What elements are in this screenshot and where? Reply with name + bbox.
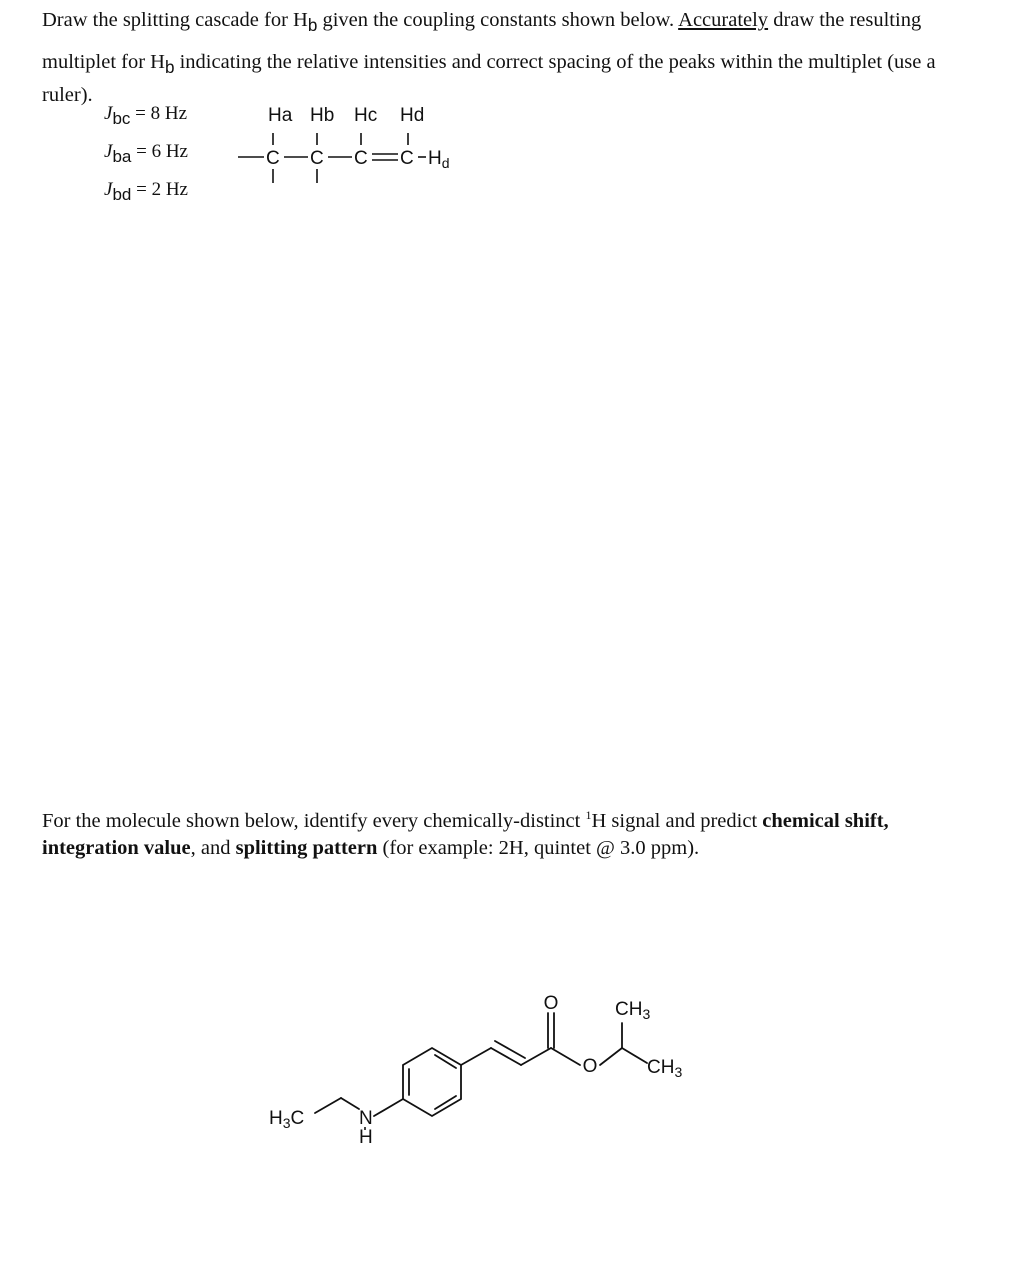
q2-text-segment: , and xyxy=(190,837,236,859)
j-subscript: bc xyxy=(112,108,131,128)
h-label-c: Hc xyxy=(354,105,378,126)
bond-carbonyl-oxygen xyxy=(551,1048,580,1065)
question-2-text xyxy=(42,808,997,862)
j-value: = 8 Hz xyxy=(130,103,188,124)
terminal-h-label: $H_d$ xyxy=(428,148,450,171)
nitrogen-label: N xyxy=(359,1108,373,1129)
j-value: = 2 Hz xyxy=(131,179,188,200)
q1-text-segment: Draw the splitting cascade for H xyxy=(42,9,308,31)
hb-subscript: b xyxy=(307,16,318,36)
hb-subscript: b xyxy=(164,58,175,78)
superscript-1: 1 xyxy=(585,808,592,822)
carbon-2: C xyxy=(310,148,324,169)
question-1-text xyxy=(42,2,997,107)
bond-alkene-carbonyl xyxy=(521,1048,551,1065)
question-2-line-1 xyxy=(42,808,997,835)
j-symbol: J xyxy=(104,103,113,124)
question-2-line-2 xyxy=(42,835,997,862)
carbon-4: C xyxy=(400,148,414,169)
bond-oxygen-isopropyl xyxy=(600,1048,622,1065)
bond-ethyl-2 xyxy=(341,1098,359,1109)
j-symbol: J xyxy=(104,141,113,162)
j-subscript: ba xyxy=(112,146,132,166)
q1-text-segment: indicating the relative intensities and correct spacing of the peaks within the multiplet (use a xyxy=(174,51,936,74)
coupling-constant-bd xyxy=(104,179,188,205)
q2-text-segment: (for example: 2H, quintet @ 3.0 ppm). xyxy=(377,837,700,859)
bold-splitting-pattern: splitting pattern xyxy=(235,837,378,859)
j-subscript: bd xyxy=(112,184,132,204)
bold-integration-value: integration value xyxy=(42,837,191,859)
coupling-constant-ba xyxy=(104,141,188,167)
bold-chemical-shift: chemical shift, xyxy=(762,810,889,832)
benzene-ring xyxy=(403,1048,461,1116)
ester-oxygen: O xyxy=(582,1056,598,1077)
q2-text-segment: For the molecule shown below, identify every chemically-distinct xyxy=(42,810,586,832)
question-1-line-1 xyxy=(42,2,997,44)
carbon-3: C xyxy=(354,148,368,169)
bond-ethyl-1 xyxy=(315,1098,341,1113)
coupling-constant-bc xyxy=(104,103,187,129)
h-label-b: Hb xyxy=(310,105,335,126)
h-label-d: Hd xyxy=(400,105,425,126)
bond-ring-alkene xyxy=(461,1048,491,1065)
nh-hydrogen-label: H xyxy=(359,1127,373,1148)
ch3-right-label: $CH_3$ xyxy=(647,1057,683,1080)
bond-isopropyl-ch3-right xyxy=(622,1048,647,1063)
ch3-top-label: $CH_3$ xyxy=(615,999,651,1022)
carbon-1: C xyxy=(266,148,280,169)
partial-structure-diagram xyxy=(230,95,490,205)
carbonyl-oxygen: O xyxy=(543,993,559,1014)
h-label-a: Ha xyxy=(268,105,293,126)
question-1-line-2 xyxy=(42,44,997,86)
molecule-structure-diagram xyxy=(255,985,715,1160)
q1-text-segment: multiplet for H xyxy=(42,51,165,74)
alkene-double-bond-2 xyxy=(495,1041,525,1058)
bond-n-ring xyxy=(374,1099,403,1116)
j-symbol: J xyxy=(104,179,113,200)
q2-text-segment: H signal and predict xyxy=(591,810,763,832)
accurately-underlined: Accurately xyxy=(678,9,769,31)
question-1-line-3: ruler). xyxy=(42,84,93,107)
q1-text-segment: draw the resulting xyxy=(768,9,922,31)
q1-text-segment: given the coupling constants shown below. xyxy=(317,9,679,31)
j-value: = 6 Hz xyxy=(131,141,188,162)
h3c-label: $H_3C$ xyxy=(269,1108,305,1131)
alkene-double-bond-1 xyxy=(491,1048,521,1065)
